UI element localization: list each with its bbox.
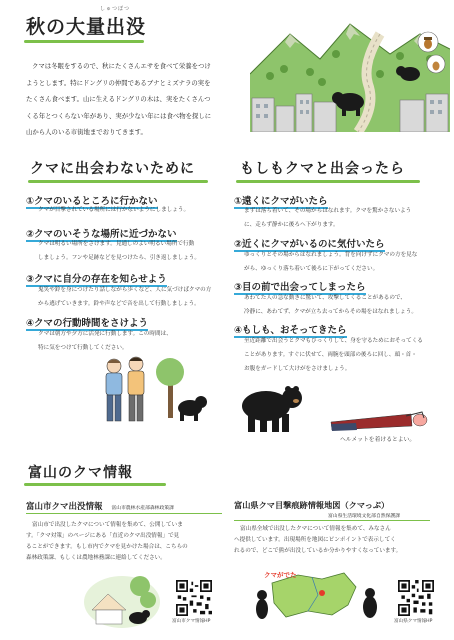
toyama-pref-qr-code[interactable] [398, 580, 434, 616]
page-title: 秋の大量出没 [26, 16, 147, 38]
toyama-pref-body: 富山県全域で出没したクマについて情報を集めて、みなさん へ提供しています。出現場所を地図にピンポイントで表示してく れるので、どこで熊が出没しているか分かりやすくなっています。 [234, 526, 402, 554]
toyama-pref-qr-caption: 富山県クマ情報HP [394, 619, 433, 624]
bear-encounter-illustration [236, 374, 446, 438]
encounter-item-2-body: ゆっくりとその場からはなれましょう。背を向けずにクマの方を見な がら、ゆっくり落ち着いて後ろに下がってください。 [244, 252, 418, 272]
encounter-item-3-body: あわてた人の急な動きに驚いて、攻撃してくることがあるので、 冷静に、あわてず、クマが立ち去ってからその場をはなれましょう。 [244, 295, 417, 315]
title-underline [24, 40, 144, 43]
qr-code-icon [176, 580, 212, 616]
map-bear-label: クマがでた [264, 571, 297, 579]
avoid-item-2-body: クマは明るい場所をさけます。見通しのよい明るい場所で行動 しましょう。フンや足跡などを見つけたら、引き返しましょう。 [38, 241, 200, 261]
toyama-city-source: 富山市農林水産部森林政策課 [111, 506, 174, 511]
intro-line: クマは冬眠をするので、秋にたくさんエサを食べて栄養をつけ [32, 62, 211, 70]
hikers-illustration [92, 352, 212, 428]
toyama-city-heading: 富山市クマ出没情報 富山市農林水産部森林政策課 [26, 502, 174, 512]
helmet-note: ヘルメットを着けるとよい。 [340, 437, 416, 443]
left-section-title: クマに出会わないために [30, 161, 195, 177]
avoid-item-4-head: ④クマの行動時間をさけよう [26, 318, 149, 329]
right-section-underline [236, 180, 420, 183]
avoid-item-2-head: ②クマのいそうな場所に近づかない [26, 229, 177, 240]
toyama-pref-heading: 富山県クマ目撃痕跡情報地図（クマっぷ） [234, 500, 390, 510]
avoid-item-3-head: ③クマに自分の存在を知らせよう [26, 274, 167, 285]
toyama-city-qr-code[interactable] [176, 580, 212, 616]
mountain-town-illustration [250, 14, 450, 132]
toyama-pref-source: 富山県生活環境文化部自然保護課 [328, 514, 400, 519]
intro-line: 山から人のいる市街地までおりてきます。 [26, 128, 147, 136]
encounter-item-4-body: 至近距離で出会うとクマもびっくりして、身を守るためにおそってくる ことがあります。すぐに伏せて、両腕を頭部の後ろに回し、頭・首・ お腹をガードして大けがをさけましょう。 [244, 338, 423, 372]
encounter-item-3-head: ③目の前で出会ってしまったら [234, 282, 366, 293]
avoid-item-1-head: ①クマのいるところに行かない [26, 196, 158, 207]
encounter-item-1-body: まずは落ち着いて、その場からはなれます。クマを驚かさないよう に、走らず静かに後ろへ下がります。 [244, 208, 412, 228]
toyama-city-illustration [82, 572, 172, 632]
toyama-section-title: 富山のクマ情報 [28, 465, 133, 481]
encounter-item-1-head: ①遠くにクマがいたら [234, 196, 328, 207]
intro-line: たくさん食べます。山に生えるドングリの木は、実をたくさんつ [26, 95, 211, 103]
right-section-title: もしもクマと出会ったら [240, 161, 405, 177]
title-ruby: しゅつぼつ [100, 6, 131, 12]
avoid-item-4-body: クマは朝方や夕方に活発に行動します。この時間は、 特に気をつけて行動してください。 [38, 331, 172, 351]
qr-code-icon [398, 580, 434, 616]
toyama-city-body: 富山市で出没したクマについて情報を集めて、公開していま す。「クマ対策」のページにある「直近のクマ出没情報」で見 ることができます。もし市内でクマを見かけた場合は、こちらの 森林政策課、もしくは農地林務課に連絡してください。 [26, 522, 188, 561]
left-section-underline [28, 180, 208, 183]
intro-line: くる年とつくらない年があり、実が少ない年には食べ物を探しに [26, 111, 212, 120]
toyama-pref-separator [234, 520, 430, 521]
encounter-item-2-head: ②近くにクマがいるのに気付いたら [234, 239, 385, 250]
avoid-item-1-body: クマが目撃されている場所には行かないようにしましょう。 [38, 207, 190, 213]
toyama-city-separator [26, 513, 222, 514]
toyama-section-underline [24, 483, 166, 486]
avoid-item-3-body: 鬼笑や鈴を身につけたり話しながら歩くなど、人に気づけばクマの方 から逃げていきます。鈴や声などで音を出して行動しましょう。 [38, 287, 212, 307]
encounter-item-4-head: ④もしも、おそってきたら [234, 325, 347, 336]
toyama-city-qr-caption: 富山市クマ情報HP [172, 619, 211, 624]
intro-text [26, 58, 256, 141]
intro-line: ようとします。特にドングリの仲間であるブナとミズナラの実を [26, 78, 211, 87]
